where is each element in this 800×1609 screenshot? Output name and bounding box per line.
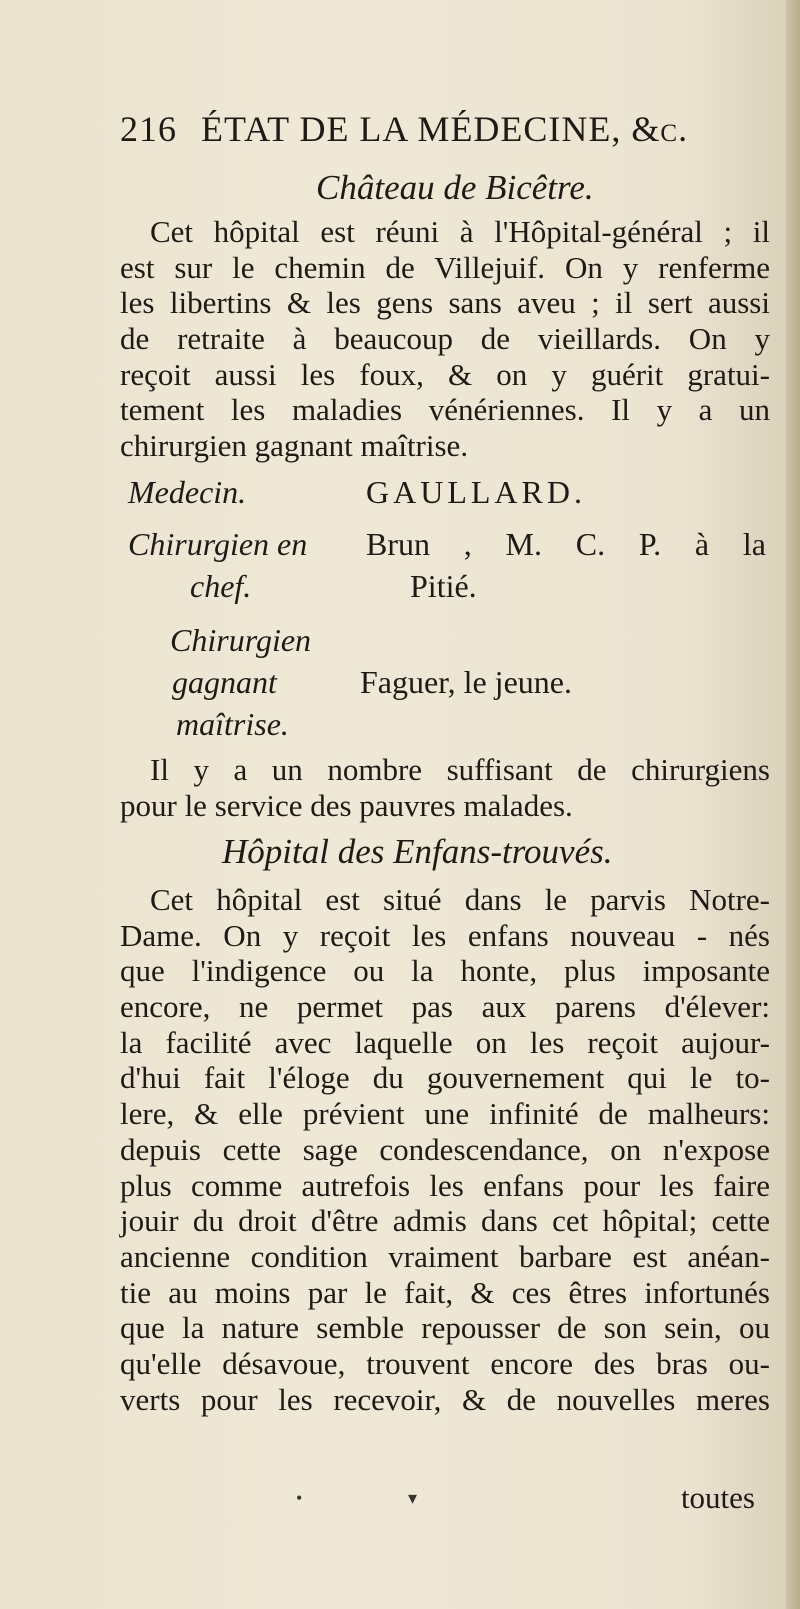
staff-role-medecin: Medecin. <box>128 474 247 510</box>
staff-role-chirurgien-1: Chirurgien en <box>128 526 308 562</box>
text-line: depuis cette sage condescendance, on n'expose <box>120 1131 770 1167</box>
staff-role-gagnant-3: maîtrise. <box>176 706 289 742</box>
text-line: la facilité avec laquelle on les reçoit aujour- <box>120 1024 770 1060</box>
text-line: d'hui fait l'éloge du gouvernement qui le to- <box>120 1060 770 1096</box>
text-line: verts pour les recevoir, & de nouvelles meres <box>120 1381 770 1417</box>
staff-role-chirurgien-2: chef. <box>190 568 252 604</box>
ink-speck: ▾ <box>408 1488 418 1508</box>
staff-role-gagnant-1: Chirurgien <box>170 622 312 658</box>
text-line: plus comme autrefois les enfans pour les faire <box>120 1167 770 1203</box>
text-line: de retraite à beaucoup de vieillards. On y <box>120 321 770 357</box>
text-line: pour le service des pauvres malades. <box>120 787 573 823</box>
section-title-bicetre: Château de Bicêtre. <box>316 168 594 207</box>
text-line: Cet hôpital est réuni à l'Hôpital-général ; il <box>150 214 770 249</box>
text-line: jouir du droit d'être admis dans cet hôpital; cette <box>120 1203 770 1239</box>
text-line: que la nature semble repousser de son sein, ou <box>120 1310 770 1346</box>
text-line: que l'indigence ou la honte, plus imposante <box>120 953 770 989</box>
text-line: les libertins & les gens sans aveu ; il sert aussi <box>120 285 770 321</box>
ink-speck: • <box>296 1488 303 1508</box>
text-line: tement les maladies vénériennes. Il y a un <box>120 392 770 428</box>
paragraph-bicetre-closing <box>120 752 770 823</box>
text-line: Il y a un nombre suffisant de chirurgiens <box>150 752 770 787</box>
text-line: reçoit aussi les foux, & on y guérit gratui- <box>120 356 770 392</box>
paragraph-bicetre <box>120 214 770 464</box>
text-line: qu'elle désavoue, trouvent encore des bras ou- <box>120 1345 770 1381</box>
text-line: ancienne condition vraiment barbare est anéan- <box>120 1238 770 1274</box>
text-line: est sur le chemin de Villejuif. On y renferme <box>120 249 770 285</box>
section-title-enfans: Hôpital des Enfans-trouvés. <box>222 832 613 871</box>
text-line: lere, & elle prévient une infinité de malheurs: <box>120 1096 770 1132</box>
text-line: Cet hôpital est situé dans le parvis Notre- <box>150 882 770 917</box>
staff-name-chirurgien-1: Brun , M. C. P. à la <box>366 526 766 562</box>
staff-role-gagnant-2: gagnant <box>172 664 277 700</box>
staff-name-chirurgien-2: Pitié. <box>410 568 477 604</box>
page-number: 216 <box>120 109 177 149</box>
text-line: Dame. On y reçoit les enfans nouveau - nés <box>120 917 770 953</box>
running-title: ÉTAT DE LA MÉDECINE, &c. <box>201 109 689 149</box>
text-line: encore, ne permet pas aux parens d'élever: <box>120 989 770 1025</box>
running-header <box>120 108 770 150</box>
staff-name-medecin: GAULLARD. <box>366 474 586 510</box>
text-line: chirurgien gagnant maîtrise. <box>120 428 469 464</box>
staff-name-gagnant: Faguer, le jeune. <box>360 664 572 700</box>
catchword: toutes <box>680 1480 755 1515</box>
page-edge <box>786 0 800 1609</box>
text-line: tie au moins par le fait, & ces êtres infortunés <box>120 1274 770 1310</box>
paragraph-enfans <box>120 882 770 1417</box>
